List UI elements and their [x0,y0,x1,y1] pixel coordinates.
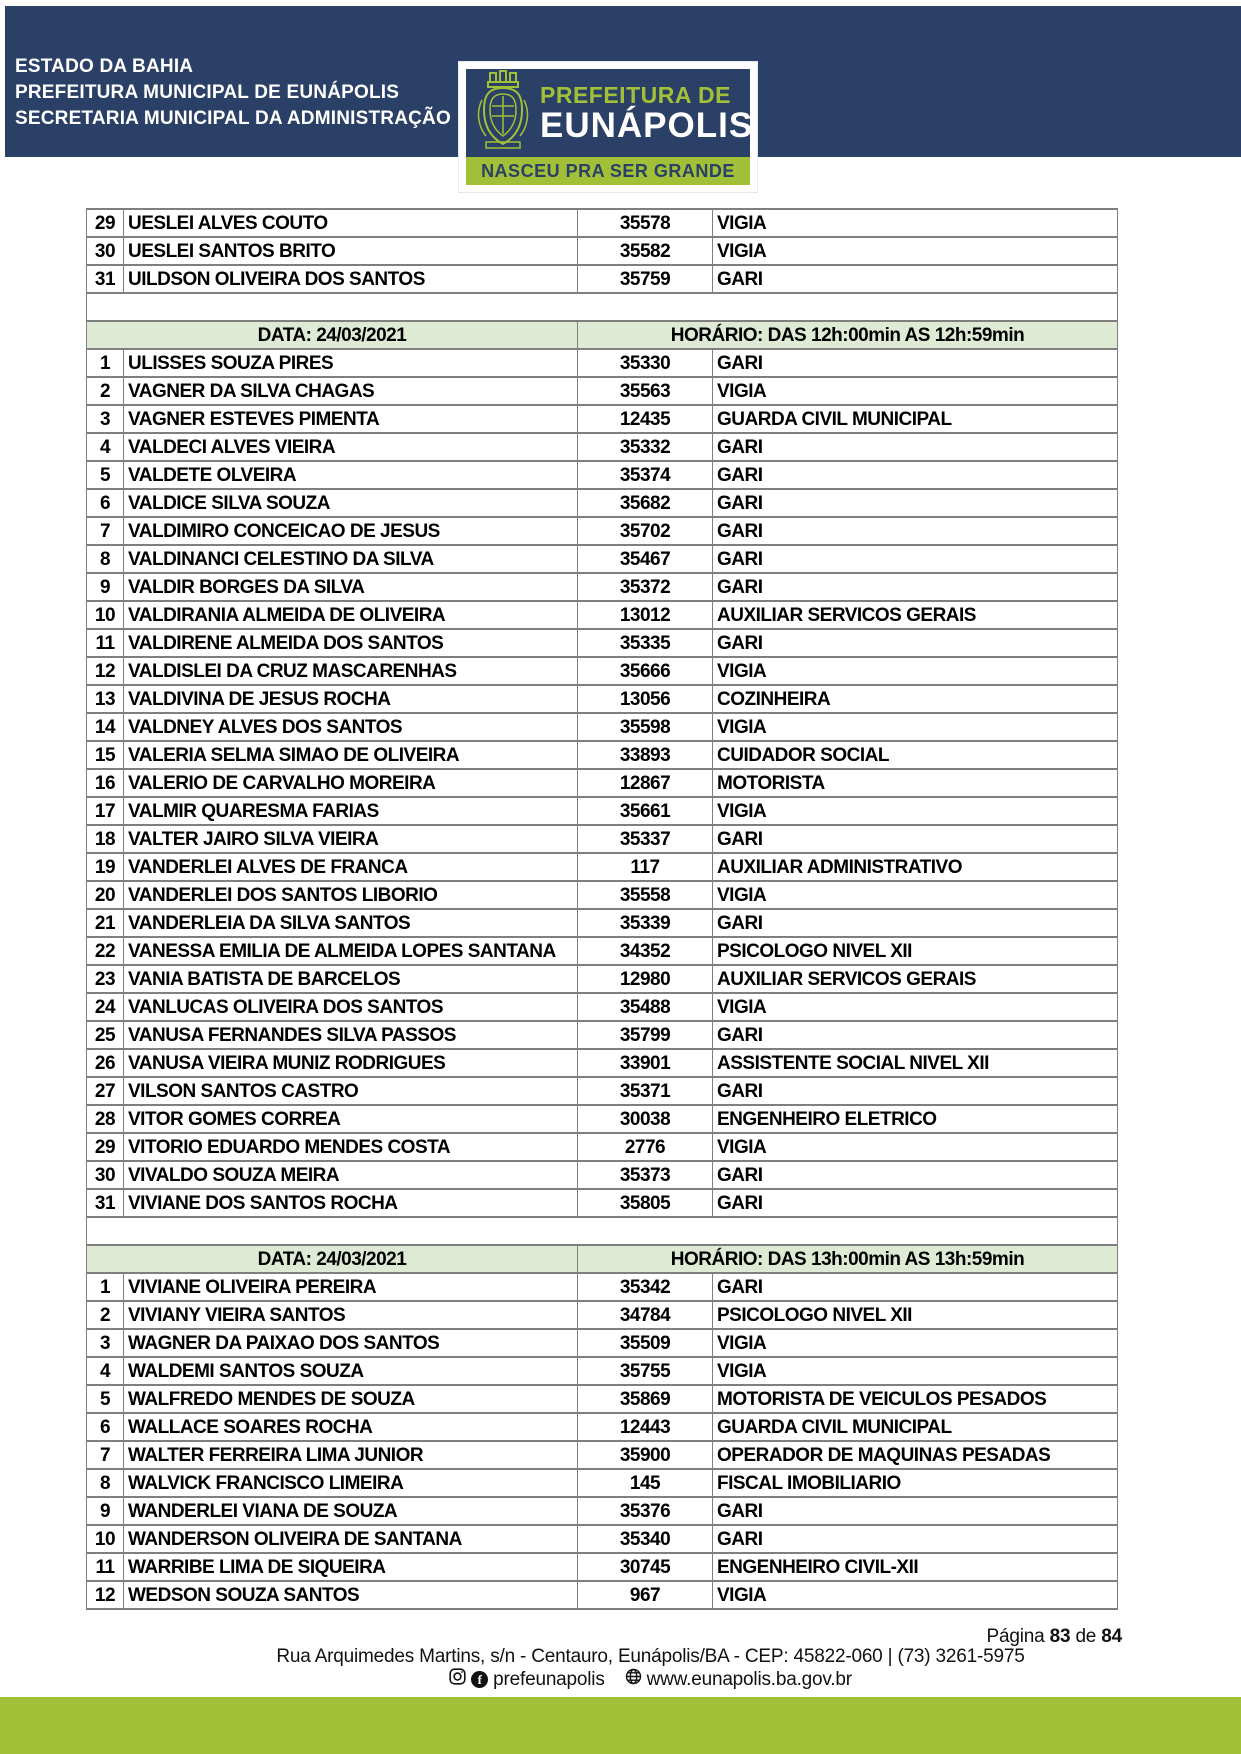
name-cell: VALDIR BORGES DA SILVA [124,573,578,601]
row-number-cell: 16 [87,769,124,797]
name-cell: WARRIBE LIMA DE SIQUEIRA [124,1553,578,1581]
name-cell: VALDIVINA DE JESUS ROCHA [124,685,578,713]
table-row [87,1189,1118,1217]
role-cell: OPERADOR DE MAQUINAS PESADAS [713,1441,1118,1469]
table-row [87,909,1118,937]
role-cell: GARI [713,909,1118,937]
row-number-cell: 30 [87,237,124,265]
logo-text [540,82,753,144]
role-cell: GARI [713,825,1118,853]
row-number-cell: 8 [87,545,124,573]
name-cell: VALDIMIRO CONCEICAO DE JESUS [124,517,578,545]
section-date-cell: DATA: 24/03/2021 [87,321,578,349]
role-cell: GARI [713,433,1118,461]
logo-prefeitura-de: PREFEITURA DE [540,82,731,108]
section-date-cell: DATA: 24/03/2021 [87,1245,578,1273]
name-cell: VANDERLEIA DA SILVA SANTOS [124,909,578,937]
registration-cell: 12867 [578,769,713,797]
role-cell: GUARDA CIVIL MUNICIPAL [713,1413,1118,1441]
name-cell: VIVIANY VIEIRA SANTOS [124,1301,578,1329]
role-cell: GARI [713,1161,1118,1189]
registration-cell: 35467 [578,545,713,573]
registration-cell: 35578 [578,209,713,237]
role-cell: MOTORISTA DE VEICULOS PESADOS [713,1385,1118,1413]
table-row [87,517,1118,545]
role-cell: AUXILIAR SERVICOS GERAIS [713,965,1118,993]
table-row [87,433,1118,461]
role-cell: VIGIA [713,993,1118,1021]
name-cell: UESLEI SANTOS BRITO [124,237,578,265]
role-cell: VIGIA [713,1329,1118,1357]
row-number-cell: 10 [87,601,124,629]
name-cell: VALMIR QUARESMA FARIAS [124,797,578,825]
name-cell: UILDSON OLIVEIRA DOS SANTOS [124,265,578,293]
row-number-cell: 5 [87,1385,124,1413]
role-cell: GARI [713,1189,1118,1217]
section-gap-row [87,1217,1118,1245]
table-row [87,881,1118,909]
row-number-cell: 3 [87,1329,124,1357]
registration-cell: 35900 [578,1441,713,1469]
row-number-cell: 27 [87,1077,124,1105]
name-cell: VITORIO EDUARDO MENDES COSTA [124,1133,578,1161]
role-cell: AUXILIAR ADMINISTRATIVO [713,853,1118,881]
name-cell: WAGNER DA PAIXAO DOS SANTOS [124,1329,578,1357]
row-number-cell: 14 [87,713,124,741]
registration-cell: 35342 [578,1273,713,1301]
section-header-row [87,321,1118,349]
role-cell: VIGIA [713,209,1118,237]
name-cell: VIVALDO SOUZA MEIRA [124,1161,578,1189]
registration-cell: 2776 [578,1133,713,1161]
name-cell: WALTER FERREIRA LIMA JUNIOR [124,1441,578,1469]
role-cell: VIGIA [713,1581,1118,1609]
row-number-cell: 4 [87,1357,124,1385]
row-number-cell: 31 [87,1189,124,1217]
registration-cell: 117 [578,853,713,881]
registration-cell: 35558 [578,881,713,909]
name-cell: VANDERLEI DOS SANTOS LIBORIO [124,881,578,909]
row-number-cell: 13 [87,685,124,713]
registration-cell: 33893 [578,741,713,769]
table-row [87,1469,1118,1497]
table-row [87,741,1118,769]
table-row [87,797,1118,825]
role-cell: VIGIA [713,797,1118,825]
name-cell: VANDERLEI ALVES DE FRANCA [124,853,578,881]
registration-cell: 30038 [578,1105,713,1133]
name-cell: VANLUCAS OLIVEIRA DOS SANTOS [124,993,578,1021]
facebook-icon: f [471,1671,488,1688]
registration-cell: 35373 [578,1161,713,1189]
role-cell: GARI [713,545,1118,573]
registration-cell: 35702 [578,517,713,545]
table-row [87,1581,1118,1609]
name-cell: VANUSA VIEIRA MUNIZ RODRIGUES [124,1049,578,1077]
role-cell: CUIDADOR SOCIAL [713,741,1118,769]
name-cell: VAGNER ESTEVES PIMENTA [124,405,578,433]
row-number-cell: 18 [87,825,124,853]
row-number-cell: 12 [87,657,124,685]
table-row [87,1553,1118,1581]
table-row [87,1329,1118,1357]
table-row [87,1301,1118,1329]
name-cell: WALLACE SOARES ROCHA [124,1413,578,1441]
page-number-sep: de [1075,1626,1097,1647]
role-cell: GARI [713,461,1118,489]
table-row [87,1497,1118,1525]
row-number-cell: 21 [87,909,124,937]
table-row [87,965,1118,993]
table-row [87,1161,1118,1189]
table-row [87,265,1118,293]
registration-cell: 35869 [578,1385,713,1413]
table-row [87,209,1118,237]
name-cell: VALTER JAIRO SILVA VIEIRA [124,825,578,853]
registration-cell: 35582 [578,237,713,265]
row-number-cell: 26 [87,1049,124,1077]
row-number-cell: 1 [87,349,124,377]
row-number-cell: 30 [87,1161,124,1189]
name-cell: WALVICK FRANCISCO LIMEIRA [124,1469,578,1497]
table-row [87,1049,1118,1077]
table-row [87,1077,1118,1105]
row-number-cell: 23 [87,965,124,993]
registration-cell: 35372 [578,573,713,601]
registration-cell: 35759 [578,265,713,293]
registration-cell: 35488 [578,993,713,1021]
city-logo [459,62,757,192]
role-cell: AUXILIAR SERVICOS GERAIS [713,601,1118,629]
table-row [87,1273,1118,1301]
name-cell: VANESSA EMILIA DE ALMEIDA LOPES SANTANA [124,937,578,965]
footer-address: Rua Arquimedes Martins, s/n - Centauro, Eunápolis/BA - CEP: 45822-060 | (73) 3261-5975 [276,1646,1025,1667]
registration-cell: 35337 [578,825,713,853]
name-cell: VALDETE OLVEIRA [124,461,578,489]
role-cell: GARI [713,1497,1118,1525]
name-cell: VANUSA FERNANDES SILVA PASSOS [124,1021,578,1049]
table-row [87,377,1118,405]
schedule-table [86,208,1118,1610]
row-number-cell: 29 [87,1133,124,1161]
row-number-cell: 10 [87,1525,124,1553]
role-cell: ASSISTENTE SOCIAL NIVEL XII [713,1049,1118,1077]
role-cell: GARI [713,573,1118,601]
registration-cell: 35805 [578,1189,713,1217]
footer-social-line [60,1668,1241,1691]
section-gap-cell [87,293,1118,321]
section-gap-row [87,293,1118,321]
name-cell: VALDICE SILVA SOUZA [124,489,578,517]
row-number-cell: 4 [87,433,124,461]
row-number-cell: 2 [87,377,124,405]
role-cell: PSICOLOGO NIVEL XII [713,1301,1118,1329]
registration-cell: 35340 [578,1525,713,1553]
page-number [987,1626,1122,1648]
table-row [87,573,1118,601]
name-cell: WANDERLEI VIANA DE SOUZA [124,1497,578,1525]
registration-cell: 35376 [578,1497,713,1525]
name-cell: ULISSES SOUZA PIRES [124,349,578,377]
row-number-cell: 31 [87,265,124,293]
name-cell: VALDIRENE ALMEIDA DOS SANTOS [124,629,578,657]
role-cell: ENGENHEIRO CIVIL-XII [713,1553,1118,1581]
name-cell: VALDNEY ALVES DOS SANTOS [124,713,578,741]
schedule-table-body [87,209,1118,1609]
registration-cell: 35339 [578,909,713,937]
row-number-cell: 9 [87,573,124,601]
registration-cell: 35598 [578,713,713,741]
table-row [87,405,1118,433]
row-number-cell: 20 [87,881,124,909]
role-cell: GARI [713,1077,1118,1105]
table-row [87,657,1118,685]
table-row [87,1413,1118,1441]
name-cell: UESLEI ALVES COUTO [124,209,578,237]
page-number-label: Página [986,1626,1045,1647]
table-row [87,461,1118,489]
registration-cell: 35755 [578,1357,713,1385]
row-number-cell: 7 [87,1441,124,1469]
table-row [87,601,1118,629]
row-number-cell: 12 [87,1581,124,1609]
row-number-cell: 28 [87,1105,124,1133]
name-cell: VALERIA SELMA SIMAO DE OLIVEIRA [124,741,578,769]
bottom-accent-bar [0,1697,1241,1754]
page-number-current: 83 [1049,1626,1071,1647]
table-row [87,825,1118,853]
table-row [87,685,1118,713]
page-number-total: 84 [1101,1626,1122,1647]
role-cell: MOTORISTA [713,769,1118,797]
table-row [87,1441,1118,1469]
registration-cell: 35682 [578,489,713,517]
logo-main-panel [466,69,754,157]
table-row [87,629,1118,657]
role-cell: VIGIA [713,881,1118,909]
name-cell: VILSON SANTOS CASTRO [124,1077,578,1105]
table-row [87,993,1118,1021]
registration-cell: 35332 [578,433,713,461]
registration-cell: 13012 [578,601,713,629]
role-cell: GARI [713,489,1118,517]
role-cell: VIGIA [713,1133,1118,1161]
table-row [87,1357,1118,1385]
social-handle: prefeunapolis [493,1668,605,1690]
table-row [87,1105,1118,1133]
registration-cell: 35661 [578,797,713,825]
table-row [87,937,1118,965]
row-number-cell: 5 [87,461,124,489]
table-row [87,1385,1118,1413]
name-cell: VANIA BATISTA DE BARCELOS [124,965,578,993]
row-number-cell: 22 [87,937,124,965]
table-row [87,769,1118,797]
table-row [87,237,1118,265]
name-cell: VALDISLEI DA CRUZ MASCARENHAS [124,657,578,685]
table-row [87,489,1118,517]
registration-cell: 145 [578,1469,713,1497]
row-number-cell: 1 [87,1273,124,1301]
role-cell: PSICOLOGO NIVEL XII [713,937,1118,965]
registration-cell: 34784 [578,1301,713,1329]
registration-cell: 33901 [578,1049,713,1077]
registration-cell: 35335 [578,629,713,657]
role-cell: GARI [713,349,1118,377]
role-cell: GARI [713,1273,1118,1301]
row-number-cell: 3 [87,405,124,433]
table-row [87,1021,1118,1049]
row-number-cell: 29 [87,209,124,237]
logo-tagline: NASCEU PRA SER GRANDE [466,157,750,185]
role-cell: GARI [713,517,1118,545]
agency-line-3: SECRETARIA MUNICIPAL DA ADMINISTRAÇÃO [15,108,451,129]
logo-city-name: EUNÁPOLIS [540,106,754,145]
row-number-cell: 9 [87,1497,124,1525]
row-number-cell: 6 [87,489,124,517]
row-number-cell: 2 [87,1301,124,1329]
role-cell: GARI [713,265,1118,293]
role-cell: VIGIA [713,657,1118,685]
role-cell: ENGENHEIRO ELETRICO [713,1105,1118,1133]
table-row [87,349,1118,377]
role-cell: VIGIA [713,377,1118,405]
coat-of-arms-icon [474,70,532,157]
row-number-cell: 25 [87,1021,124,1049]
role-cell: FISCAL IMOBILIARIO [713,1469,1118,1497]
registration-cell: 35509 [578,1329,713,1357]
registration-cell: 35374 [578,461,713,489]
registration-cell: 12443 [578,1413,713,1441]
registration-cell: 12980 [578,965,713,993]
row-number-cell: 6 [87,1413,124,1441]
table-row [87,713,1118,741]
row-number-cell: 24 [87,993,124,1021]
table-row [87,545,1118,573]
website-url: www.eunapolis.ba.gov.br [646,1668,852,1690]
registration-cell: 35371 [578,1077,713,1105]
name-cell: VALERIO DE CARVALHO MOREIRA [124,769,578,797]
name-cell: WALFREDO MENDES DE SOUZA [124,1385,578,1413]
row-number-cell: 11 [87,629,124,657]
registration-cell: 967 [578,1581,713,1609]
agency-line-1: ESTADO DA BAHIA [15,56,194,77]
registration-cell: 35563 [578,377,713,405]
agency-text [15,54,451,132]
role-cell: VIGIA [713,1357,1118,1385]
role-cell: GARI [713,1021,1118,1049]
name-cell: VALDINANCI CELESTINO DA SILVA [124,545,578,573]
row-number-cell: 15 [87,741,124,769]
registration-cell: 35666 [578,657,713,685]
role-cell: GARI [713,1525,1118,1553]
name-cell: WEDSON SOUZA SANTOS [124,1581,578,1609]
registration-cell: 12435 [578,405,713,433]
row-number-cell: 7 [87,517,124,545]
globe-icon [625,1668,642,1691]
role-cell: VIGIA [713,713,1118,741]
table-row [87,853,1118,881]
section-header-row [87,1245,1118,1273]
table-row [87,1133,1118,1161]
name-cell: WALDEMI SANTOS SOUZA [124,1357,578,1385]
name-cell: WANDERSON OLIVEIRA DE SANTANA [124,1525,578,1553]
name-cell: VALDIRANIA ALMEIDA DE OLIVEIRA [124,601,578,629]
registration-cell: 35799 [578,1021,713,1049]
registration-cell: 34352 [578,937,713,965]
row-number-cell: 17 [87,797,124,825]
registration-cell: 13056 [578,685,713,713]
agency-line-2: PREFEITURA MUNICIPAL DE EUNÁPOLIS [15,82,400,103]
role-cell: VIGIA [713,237,1118,265]
role-cell: GARI [713,629,1118,657]
instagram-icon [449,1668,466,1691]
section-time-cell: HORÁRIO: DAS 12h:00min AS 12h:59min [578,321,1118,349]
role-cell: COZINHEIRA [713,685,1118,713]
row-number-cell: 8 [87,1469,124,1497]
registration-cell: 30745 [578,1553,713,1581]
section-gap-cell [87,1217,1118,1245]
table-row [87,1525,1118,1553]
row-number-cell: 19 [87,853,124,881]
registration-cell: 35330 [578,349,713,377]
name-cell: VIVIANE DOS SANTOS ROCHA [124,1189,578,1217]
section-time-cell: HORÁRIO: DAS 13h:00min AS 13h:59min [578,1245,1118,1273]
name-cell: VALDECI ALVES VIEIRA [124,433,578,461]
name-cell: VITOR GOMES CORREA [124,1105,578,1133]
role-cell: GUARDA CIVIL MUNICIPAL [713,405,1118,433]
name-cell: VIVIANE OLIVEIRA PEREIRA [124,1273,578,1301]
name-cell: VAGNER DA SILVA CHAGAS [124,377,578,405]
row-number-cell: 11 [87,1553,124,1581]
